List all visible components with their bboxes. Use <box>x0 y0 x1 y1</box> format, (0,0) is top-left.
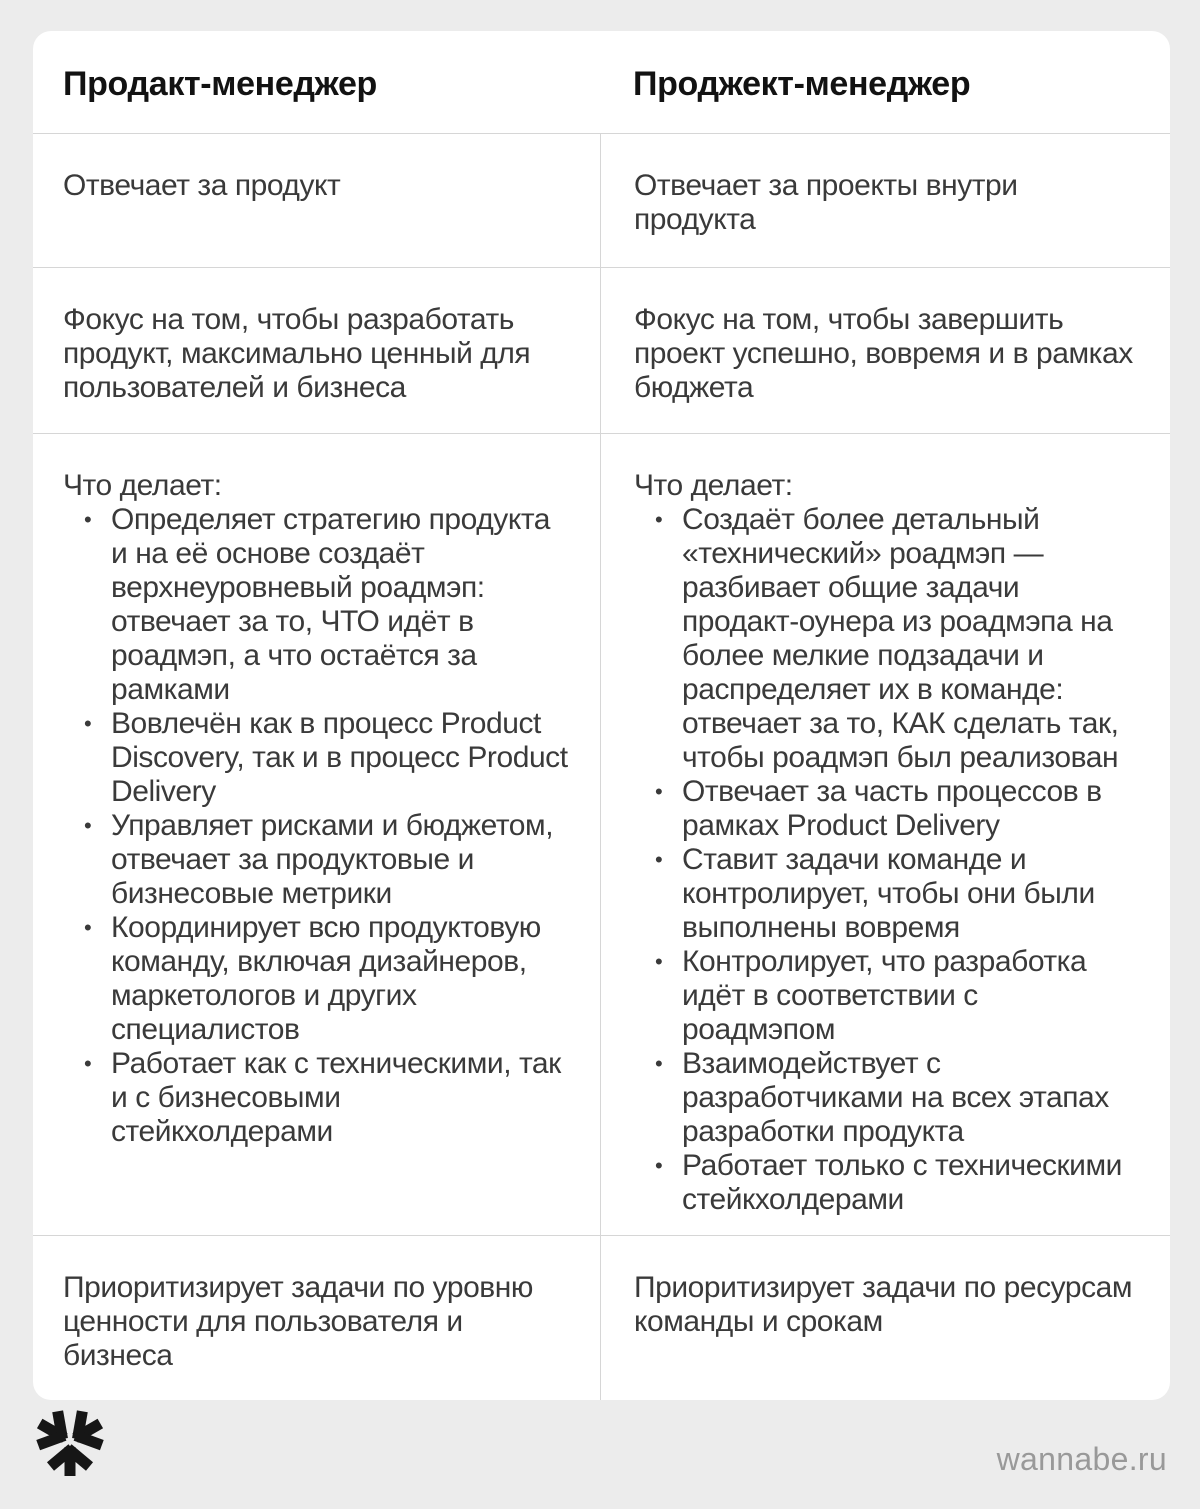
cell-responsibility-project: Отвечает за проекты внутри продукта <box>600 133 1170 267</box>
footer <box>0 1375 1200 1509</box>
cell-focus-project: Фокус на том, чтобы завершить проект успешно, вовремя и в рамках бюджета <box>600 267 1170 433</box>
duties-title: Что делает: <box>634 469 793 502</box>
cell-responsibility-product: Отвечает за продукт <box>33 133 600 267</box>
cell-prioritization-product: Приоритизирует задачи по уровню ценности для пользователя и бизнеса <box>33 1235 600 1400</box>
list-item: • Контролирует, что разработка идёт в соответствии с роадмэпом <box>682 945 1138 1047</box>
list-item: • Определяет стратегию продукта и на её основе создаёт верхнеуровневый роадмэп: отвечает за то, ЧТО идёт в роадмэп, а что остаётся за рамками <box>111 503 568 707</box>
watermark-brand: wannabe.ru <box>996 1441 1167 1477</box>
comparison-card <box>33 31 1170 1400</box>
list-item: • Отвечает за часть процессов в рамках Product Delivery <box>682 775 1138 843</box>
cell-prioritization-project: Приоритизирует задачи по ресурсам команды и срокам <box>600 1235 1170 1400</box>
list-item: • Координирует всю продуктовую команду, включая дизайнеров, маркетологов и других специалистов <box>111 911 568 1047</box>
column-header-product-manager: Продакт-менеджер <box>63 65 377 103</box>
cell-focus-product: Фокус на том, чтобы разработать продукт, максимально ценный для пользователей и бизнеса <box>33 267 600 433</box>
duties-list-project <box>634 503 1138 1217</box>
duties-title: Что делает: <box>63 469 222 502</box>
list-item: • Вовлечён как в процесс Product Discovery, так и в процесс Product Delivery <box>111 707 568 809</box>
cell-duties-project <box>600 433 1170 1235</box>
list-item: • Работает только с техническими стейкхолдерами <box>682 1149 1138 1217</box>
cell-duties-product <box>33 433 600 1235</box>
list-item: • Ставит задачи команде и контролирует, чтобы они были выполнены вовремя <box>682 843 1138 945</box>
list-item: • Создаёт более детальный «технический» роадмэп — разбивает общие задачи продакт-оунера из роадмэпа на более мелкие подзадачи и распределяет их в команде: отвечает за то, КАК сделать так, чтобы роадмэп был реализован <box>682 503 1138 775</box>
comparison-table <box>33 31 1170 1400</box>
wannabe-logo-icon <box>33 1404 107 1478</box>
list-item: • Работает как с техническими, так и с бизнесовыми стейкхолдерами <box>111 1047 568 1149</box>
column-header-project-manager: Проджект-менеджер <box>633 65 971 103</box>
duties-list-product <box>63 503 568 1149</box>
list-item: • Взаимодействует с разработчиками на всех этапах разработки продукта <box>682 1047 1138 1149</box>
list-item: • Управляет рисками и бюджетом, отвечает за продуктовые и бизнесовые метрики <box>111 809 568 911</box>
